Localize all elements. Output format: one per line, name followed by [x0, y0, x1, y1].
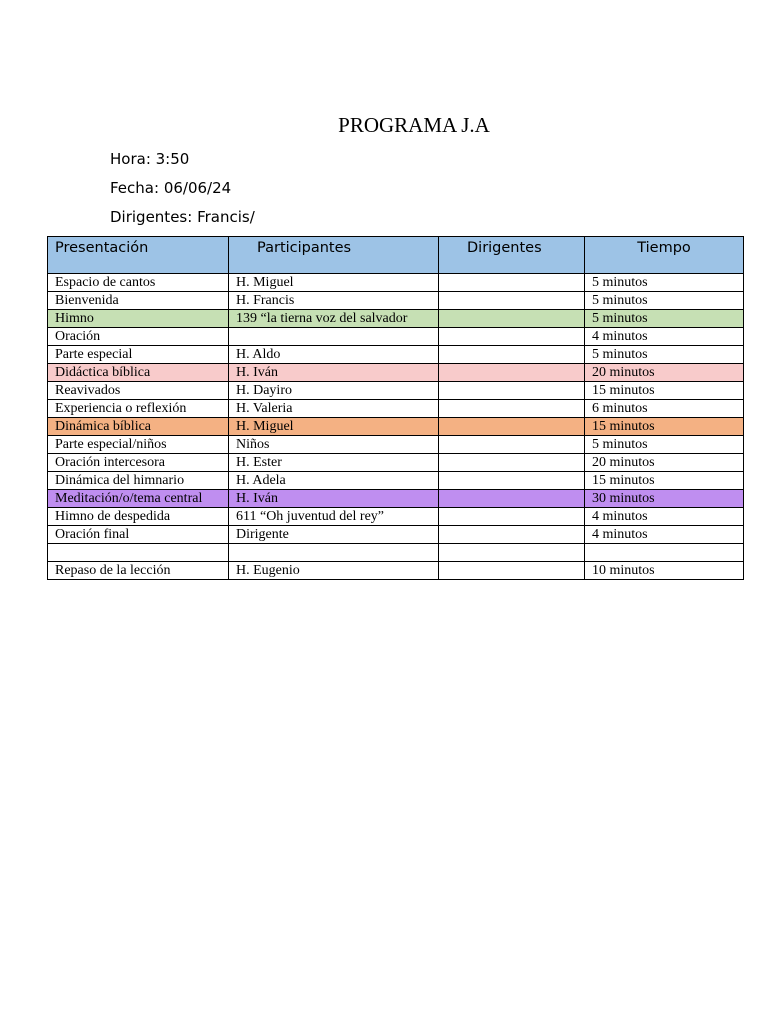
dirigentes-value: Francis/: [197, 208, 255, 226]
cell-tiempo: 10 minutos: [585, 562, 744, 580]
cell-dirigentes: [439, 328, 585, 346]
cell-presentacion: Parte especial: [48, 346, 229, 364]
cell-presentacion: Espacio de cantos: [48, 274, 229, 292]
cell-tiempo: 5 minutos: [585, 346, 744, 364]
cell-tiempo: 15 minutos: [585, 382, 744, 400]
cell-presentacion: Dinámica del himnario: [48, 472, 229, 490]
dirigentes-line: [110, 208, 255, 226]
cell-tiempo: 15 minutos: [585, 472, 744, 490]
header-dirigentes: Dirigentes: [439, 237, 585, 274]
table-header-row: [48, 237, 744, 274]
cell-participantes: [229, 328, 439, 346]
fecha-label: Fecha:: [110, 179, 164, 197]
cell-presentacion: [48, 544, 229, 562]
program-table: [47, 236, 744, 580]
table-row: [48, 508, 744, 526]
cell-dirigentes: [439, 490, 585, 508]
cell-dirigentes: [439, 346, 585, 364]
cell-participantes: H. Ester: [229, 454, 439, 472]
cell-presentacion: Parte especial/niños: [48, 436, 229, 454]
cell-tiempo: 5 minutos: [585, 310, 744, 328]
table-row: [48, 418, 744, 436]
cell-tiempo: 20 minutos: [585, 364, 744, 382]
table-row: [48, 472, 744, 490]
cell-dirigentes: [439, 400, 585, 418]
cell-presentacion: Repaso de la lección: [48, 562, 229, 580]
cell-participantes: H. Iván: [229, 490, 439, 508]
cell-dirigentes: [439, 274, 585, 292]
cell-participantes: H. Iván: [229, 364, 439, 382]
program-table-body: [48, 274, 744, 580]
cell-tiempo: 15 minutos: [585, 418, 744, 436]
cell-presentacion: Didáctica bíblica: [48, 364, 229, 382]
cell-presentacion: Reavivados: [48, 382, 229, 400]
cell-participantes: H. Aldo: [229, 346, 439, 364]
cell-tiempo: 4 minutos: [585, 526, 744, 544]
cell-dirigentes: [439, 526, 585, 544]
cell-presentacion: Himno: [48, 310, 229, 328]
table-row: [48, 400, 744, 418]
table-row: [48, 274, 744, 292]
table-row: [48, 490, 744, 508]
header-presentacion: Presentación: [48, 237, 229, 274]
cell-presentacion: Himno de despedida: [48, 508, 229, 526]
cell-dirigentes: [439, 310, 585, 328]
cell-presentacion: Oración: [48, 328, 229, 346]
table-row: [48, 544, 744, 562]
fecha-line: [110, 179, 231, 197]
cell-tiempo: 20 minutos: [585, 454, 744, 472]
cell-tiempo: 6 minutos: [585, 400, 744, 418]
cell-participantes: H. Miguel: [229, 418, 439, 436]
cell-dirigentes: [439, 436, 585, 454]
header-participantes: Participantes: [229, 237, 439, 274]
cell-presentacion: Oración final: [48, 526, 229, 544]
cell-participantes: H. Miguel: [229, 274, 439, 292]
header-tiempo: Tiempo: [585, 237, 744, 274]
cell-dirigentes: [439, 472, 585, 490]
cell-dirigentes: [439, 562, 585, 580]
cell-participantes: H. Francis: [229, 292, 439, 310]
cell-tiempo: 30 minutos: [585, 490, 744, 508]
cell-presentacion: Meditación/o/tema central: [48, 490, 229, 508]
cell-participantes: H. Eugenio: [229, 562, 439, 580]
cell-dirigentes: [439, 454, 585, 472]
cell-participantes: Dirigente: [229, 526, 439, 544]
cell-tiempo: [585, 544, 744, 562]
table-row: [48, 562, 744, 580]
table-row: [48, 436, 744, 454]
cell-participantes: 611 “Oh juventud del rey”: [229, 508, 439, 526]
cell-tiempo: 5 minutos: [585, 274, 744, 292]
cell-tiempo: 4 minutos: [585, 328, 744, 346]
cell-tiempo: 5 minutos: [585, 436, 744, 454]
cell-tiempo: 4 minutos: [585, 508, 744, 526]
hora-line: [110, 150, 189, 168]
table-row: [48, 454, 744, 472]
cell-presentacion: Dinámica bíblica: [48, 418, 229, 436]
dirigentes-label: Dirigentes:: [110, 208, 198, 226]
cell-dirigentes: [439, 364, 585, 382]
table-row: [48, 526, 744, 544]
cell-participantes: Niños: [229, 436, 439, 454]
cell-tiempo: 5 minutos: [585, 292, 744, 310]
cell-dirigentes: [439, 508, 585, 526]
table-row: [48, 328, 744, 346]
cell-presentacion: Bienvenida: [48, 292, 229, 310]
table-row: [48, 292, 744, 310]
table-row: [48, 346, 744, 364]
table-row: [48, 310, 744, 328]
fecha-value: 06/06/24: [163, 179, 232, 197]
hora-label: Hora:: [110, 150, 156, 168]
cell-dirigentes: [439, 418, 585, 436]
cell-dirigentes: [439, 382, 585, 400]
table-row: [48, 382, 744, 400]
page-title: PROGRAMA J.A: [338, 113, 490, 137]
cell-participantes: H. Adela: [229, 472, 439, 490]
cell-participantes: 139 “la tierna voz del salvador: [229, 310, 439, 328]
cell-participantes: [229, 544, 439, 562]
cell-presentacion: Experiencia o reflexión: [48, 400, 229, 418]
table-row: [48, 364, 744, 382]
cell-participantes: H. Valeria: [229, 400, 439, 418]
cell-presentacion: Oración intercesora: [48, 454, 229, 472]
hora-value: 3:50: [155, 150, 190, 168]
cell-dirigentes: [439, 292, 585, 310]
cell-participantes: H. Dayiro: [229, 382, 439, 400]
cell-dirigentes: [439, 544, 585, 562]
